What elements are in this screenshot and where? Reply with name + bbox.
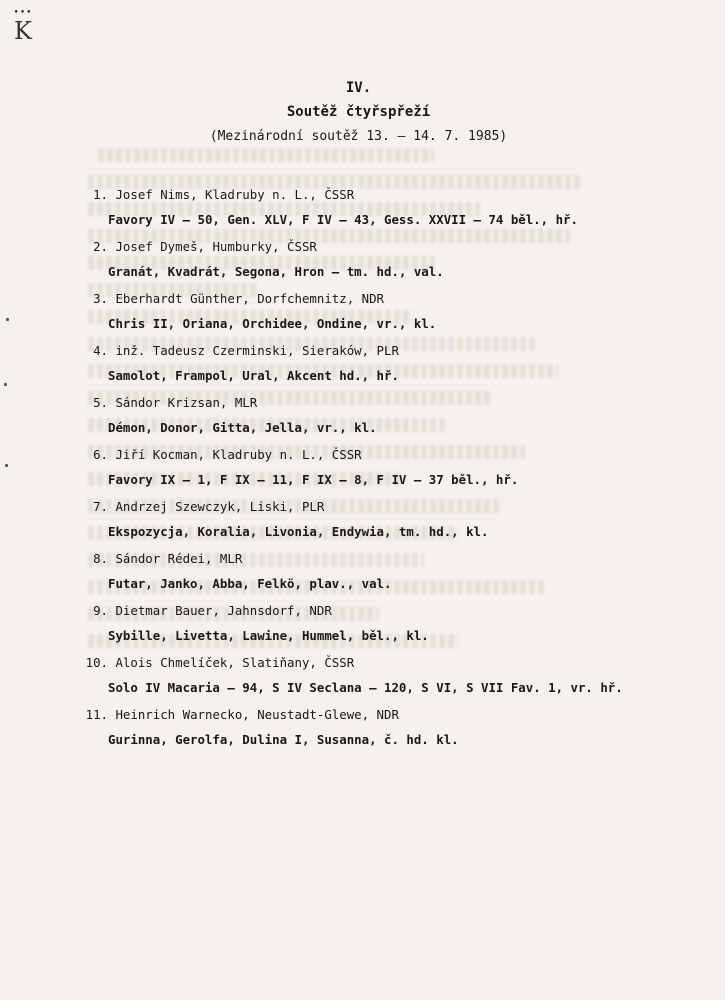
entry-number: 3. — [93, 291, 108, 306]
entry-horses: Favory IV — 50, Gen. XLV, F IV — 43, Gess. XXVII — 74 běl., hř. — [108, 212, 578, 227]
entry-competitor: Jiří Kocman, Kladruby n. L., ČSSR — [115, 447, 362, 462]
entry-horses: Samolot, Frampol, Ural, Akcent hd., hř. — [108, 368, 399, 383]
entry-competitor: Sándor Rédei, MLR — [115, 551, 243, 566]
entry-horses: Ekspozycja, Koralia, Livonia, Endywia, tm. hd., kl. — [108, 524, 489, 539]
results-list — [84, 182, 684, 754]
list-item — [84, 702, 684, 754]
section-subtitle: (Mezinárodní soutěž 13. — 14. 7. 1985) — [209, 129, 508, 144]
entry-number: 6. — [93, 447, 108, 462]
entry-competitor: Josef Nims, Kladruby n. L., ČSSR — [115, 187, 355, 202]
list-item — [84, 650, 684, 702]
entry-horses: Sybille, Livetta, Lawine, Hummel, běl., kl. — [108, 628, 429, 643]
entry-competitor: Alois Chmelíček, Slatiňany, ČSSR — [115, 655, 355, 670]
list-item — [84, 442, 684, 494]
entry-number: 2. — [93, 239, 108, 254]
entry-number: 10. — [85, 655, 108, 670]
library-logo — [11, 8, 35, 48]
entry-number: 8. — [93, 551, 108, 566]
entry-horses: Démon, Donor, Gitta, Jella, vr., kl. — [108, 420, 377, 435]
entry-number: 9. — [93, 603, 108, 618]
entry-horses: Chris II, Oriana, Orchidee, Ondine, vr., kl. — [108, 316, 437, 331]
list-item — [84, 390, 684, 442]
entry-number: 4. — [93, 343, 108, 358]
margin-speck — [4, 383, 7, 386]
entry-horses: Futar, Janko, Abba, Felkö, plav., val. — [108, 576, 392, 591]
list-item — [84, 546, 684, 598]
section-title: Soutěž čtyřspřeží — [286, 104, 431, 120]
entry-horses: Gurinna, Gerolfa, Dulina I, Susanna, č. hd. kl. — [108, 732, 459, 747]
entry-number: 11. — [85, 707, 108, 722]
entry-competitor: inž. Tadeusz Czerminski, Sieraków, PLR — [115, 343, 399, 358]
entry-number: 7. — [93, 499, 108, 514]
entry-competitor: Eberhardt Günther, Dorfchemnitz, NDR — [115, 291, 385, 306]
logo-dots: ••• — [13, 8, 33, 18]
entry-horses: Favory IX — 1, F IX — 11, F IX — 8, F IV — 37 běl., hř. — [108, 472, 519, 487]
entry-competitor: Sándor Krizsan, MLR — [115, 395, 258, 410]
entry-competitor: Heinrich Warnecko, Neustadt-Glewe, NDR — [115, 707, 399, 722]
entry-number: 5. — [93, 395, 108, 410]
list-item — [84, 338, 684, 390]
entry-horses: Granát, Kvadrát, Segona, Hron — tm. hd., val. — [108, 264, 444, 279]
section-number: IV. — [345, 80, 372, 96]
margin-speck — [6, 318, 9, 321]
logo-letter: K — [14, 17, 32, 45]
entry-competitor: Josef Dymeš, Humburky, ČSSR — [115, 239, 317, 254]
list-item — [84, 234, 684, 286]
margin-speck — [5, 464, 8, 467]
list-item — [84, 182, 684, 234]
entry-horses: Solo IV Macaria — 94, S IV Seclana — 120, S VI, S VII Fav. 1, vr. hř. — [108, 680, 623, 695]
entry-number: 1. — [93, 187, 108, 202]
list-item — [84, 286, 684, 338]
list-item — [84, 598, 684, 650]
entry-competitor: Andrzej Szewczyk, Liski, PLR — [115, 499, 325, 514]
entry-competitor: Dietmar Bauer, Jahnsdorf, NDR — [115, 603, 332, 618]
section-header — [0, 76, 725, 150]
list-item — [84, 494, 684, 546]
